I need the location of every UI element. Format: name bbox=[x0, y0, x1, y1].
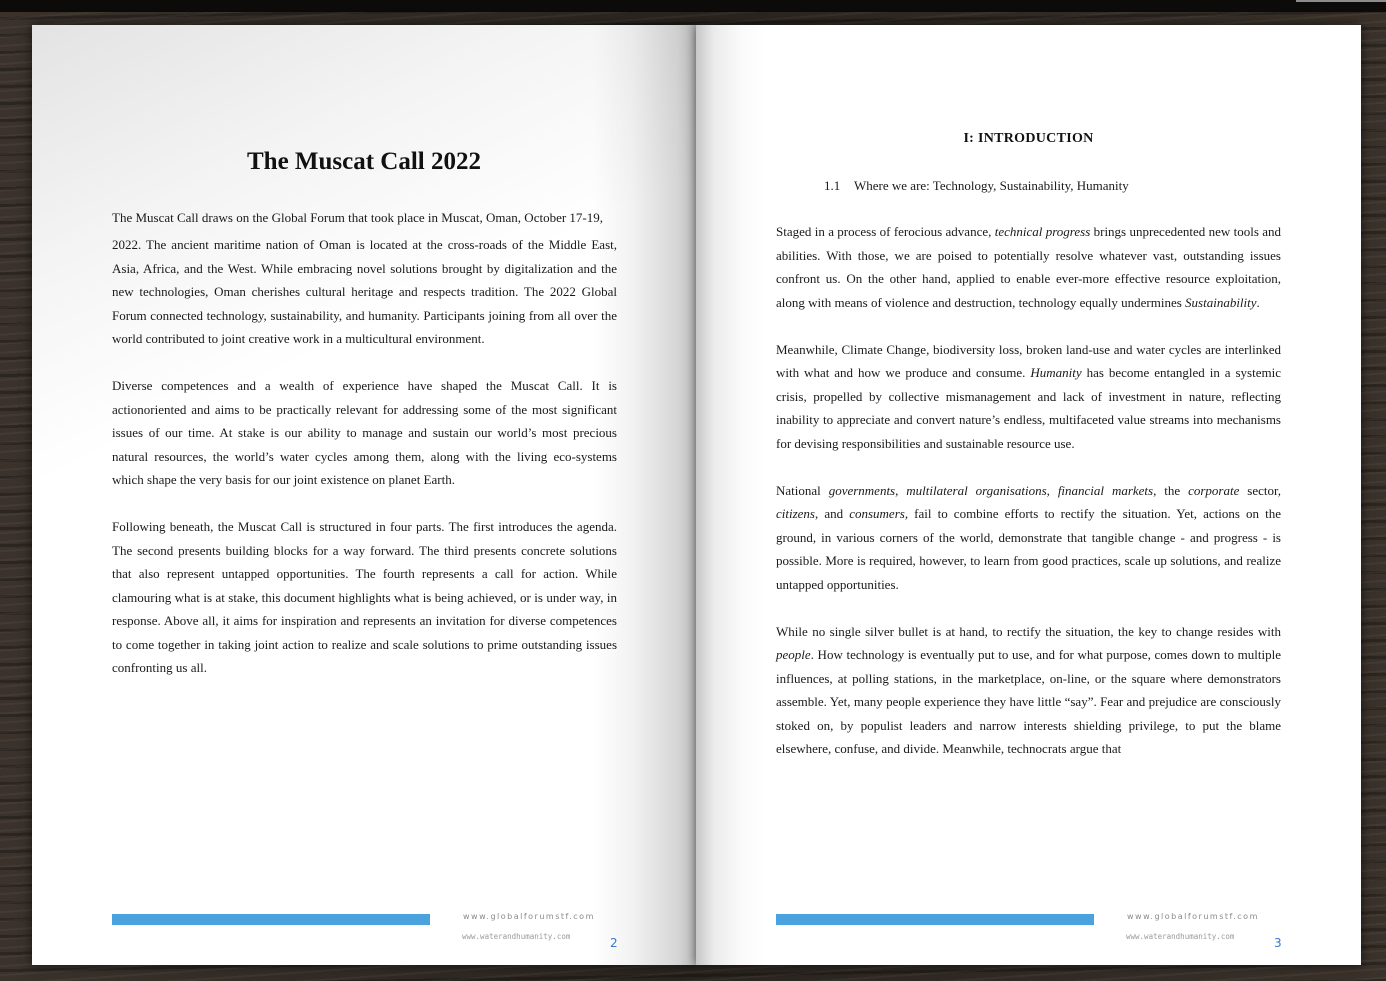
right-body bbox=[776, 220, 1281, 761]
page-number: 2 bbox=[610, 936, 618, 950]
intro-paragraph-2: Meanwhile, Climate Change, biodiversity loss, broken land-use and water cycles are interlinked with what and how we produce and consume. Humanity has become entangled in a systemic crisis, propelled by collective mismanagement and lack of investment in nature, reflecting inability to appreciate and convert nature’s endless, multifaceted value streams into mechanisms for devising responsibilities and sustainable resource use. bbox=[776, 341, 1281, 451]
footer-website[interactable]: www.globalforumstf.com bbox=[463, 912, 595, 921]
intro-paragraph-4: While no single silver bullet is at hand, to rectify the situation, the key to change resides with people. How technology is eventually put to use, and for what purpose, comes down to multiple influences, at polling stations, in the marketplace, on-line, or the square where demonstrators assemble. Yet, many people experience they have little “say”. Fear and prejudice are consciously stoked on, by populist leaders and narrow interests shielding privilege, to put the blame elsewhere, confuse, and divide. Meanwhile, technocrats argue that bbox=[776, 623, 1281, 756]
top-bar bbox=[0, 0, 1386, 12]
paragraph-1: 2022. The ancient maritime nation of Oman is located at the cross-roads of the Middle East, Asia, Africa, and the West. While embracing novel solutions brought by digitalization and the new technologies, Oman cherishes cultural heritage and respects tradition. The 2022 Global Forum connected technology, sustainability, and humanity. Participants joining from all over the world contributed to joint creative work in a multicultural environment. bbox=[112, 237, 617, 346]
footer-website-secondary[interactable]: www.waterandhumanity.com bbox=[1126, 932, 1235, 941]
section-heading: I: INTRODUCTION bbox=[963, 131, 1094, 146]
footer-accent-bar bbox=[112, 914, 430, 925]
intro-paragraph-3: National governments, multilateral organisations, financial markets, the corporate sector, citizens, and consumers, fail to combine efforts to rectify the situation. Yet, actions on the ground, in various corners of the world, demonstrate that tangible change - and progress - is possible. More is required, however, to learn from good practices, scale up solutions, and realize untapped opportunities. bbox=[776, 482, 1282, 592]
subheading-number: 1.1 bbox=[824, 178, 841, 193]
paragraph-3: Following beneath, the Muscat Call is structured in four parts. The first introduces the agenda. The second presents building blocks for a way forward. The third presents concrete solutions that also represent untapped opportunities. The fourth represents a call for action. While clamouring what is at stake, this document highlights what is being achieved, or is under way, in response. Above all, it aims for inspiration and represents an invitation for diverse competences to come together in taking joint action to realize and scale solutions to prime outstanding issues confronting us all. bbox=[112, 519, 617, 675]
footer-accent-bar bbox=[776, 914, 1094, 925]
paragraph-2: Diverse competences and a wealth of experience have shaped the Muscat Call. It is actionoriented and aims to be practically relevant for addressing some of the most significant issues of our time. At stake is our ability to manage and sustain our world’s most precious natural resources, the world’s water cycles among them, along with the living eco-systems which shape the very basis for our joint existence on planet Earth. bbox=[112, 378, 617, 487]
page-number: 3 bbox=[1274, 936, 1282, 950]
left-body bbox=[112, 210, 617, 680]
left-page bbox=[32, 25, 696, 965]
footer-website[interactable]: www.globalforumstf.com bbox=[1127, 912, 1259, 921]
subheading-text: Where we are: Technology, Sustainability, Humanity bbox=[854, 178, 1129, 193]
top-bar-tab bbox=[1296, 0, 1386, 2]
right-page bbox=[696, 25, 1361, 965]
page-title: The Muscat Call 2022 bbox=[246, 148, 482, 175]
paragraph-1-first-line: The Muscat Call draws on the Global Forum that took place in Muscat, Oman, October 17-19, bbox=[112, 210, 604, 225]
footer-website-secondary[interactable]: www.waterandhumanity.com bbox=[462, 932, 571, 941]
subheading bbox=[824, 178, 1129, 194]
intro-paragraph-1: Staged in a process of ferocious advance, technical progress brings unprecedented new tools and abilities. With those, we are poised to potentially resolve whatever vast, outstanding issues confront us. On the other hand, applied to enable ever-more effective resource exploitation, along with means of violence and destruction, technology equally undermines Sustainability. bbox=[776, 224, 1282, 310]
